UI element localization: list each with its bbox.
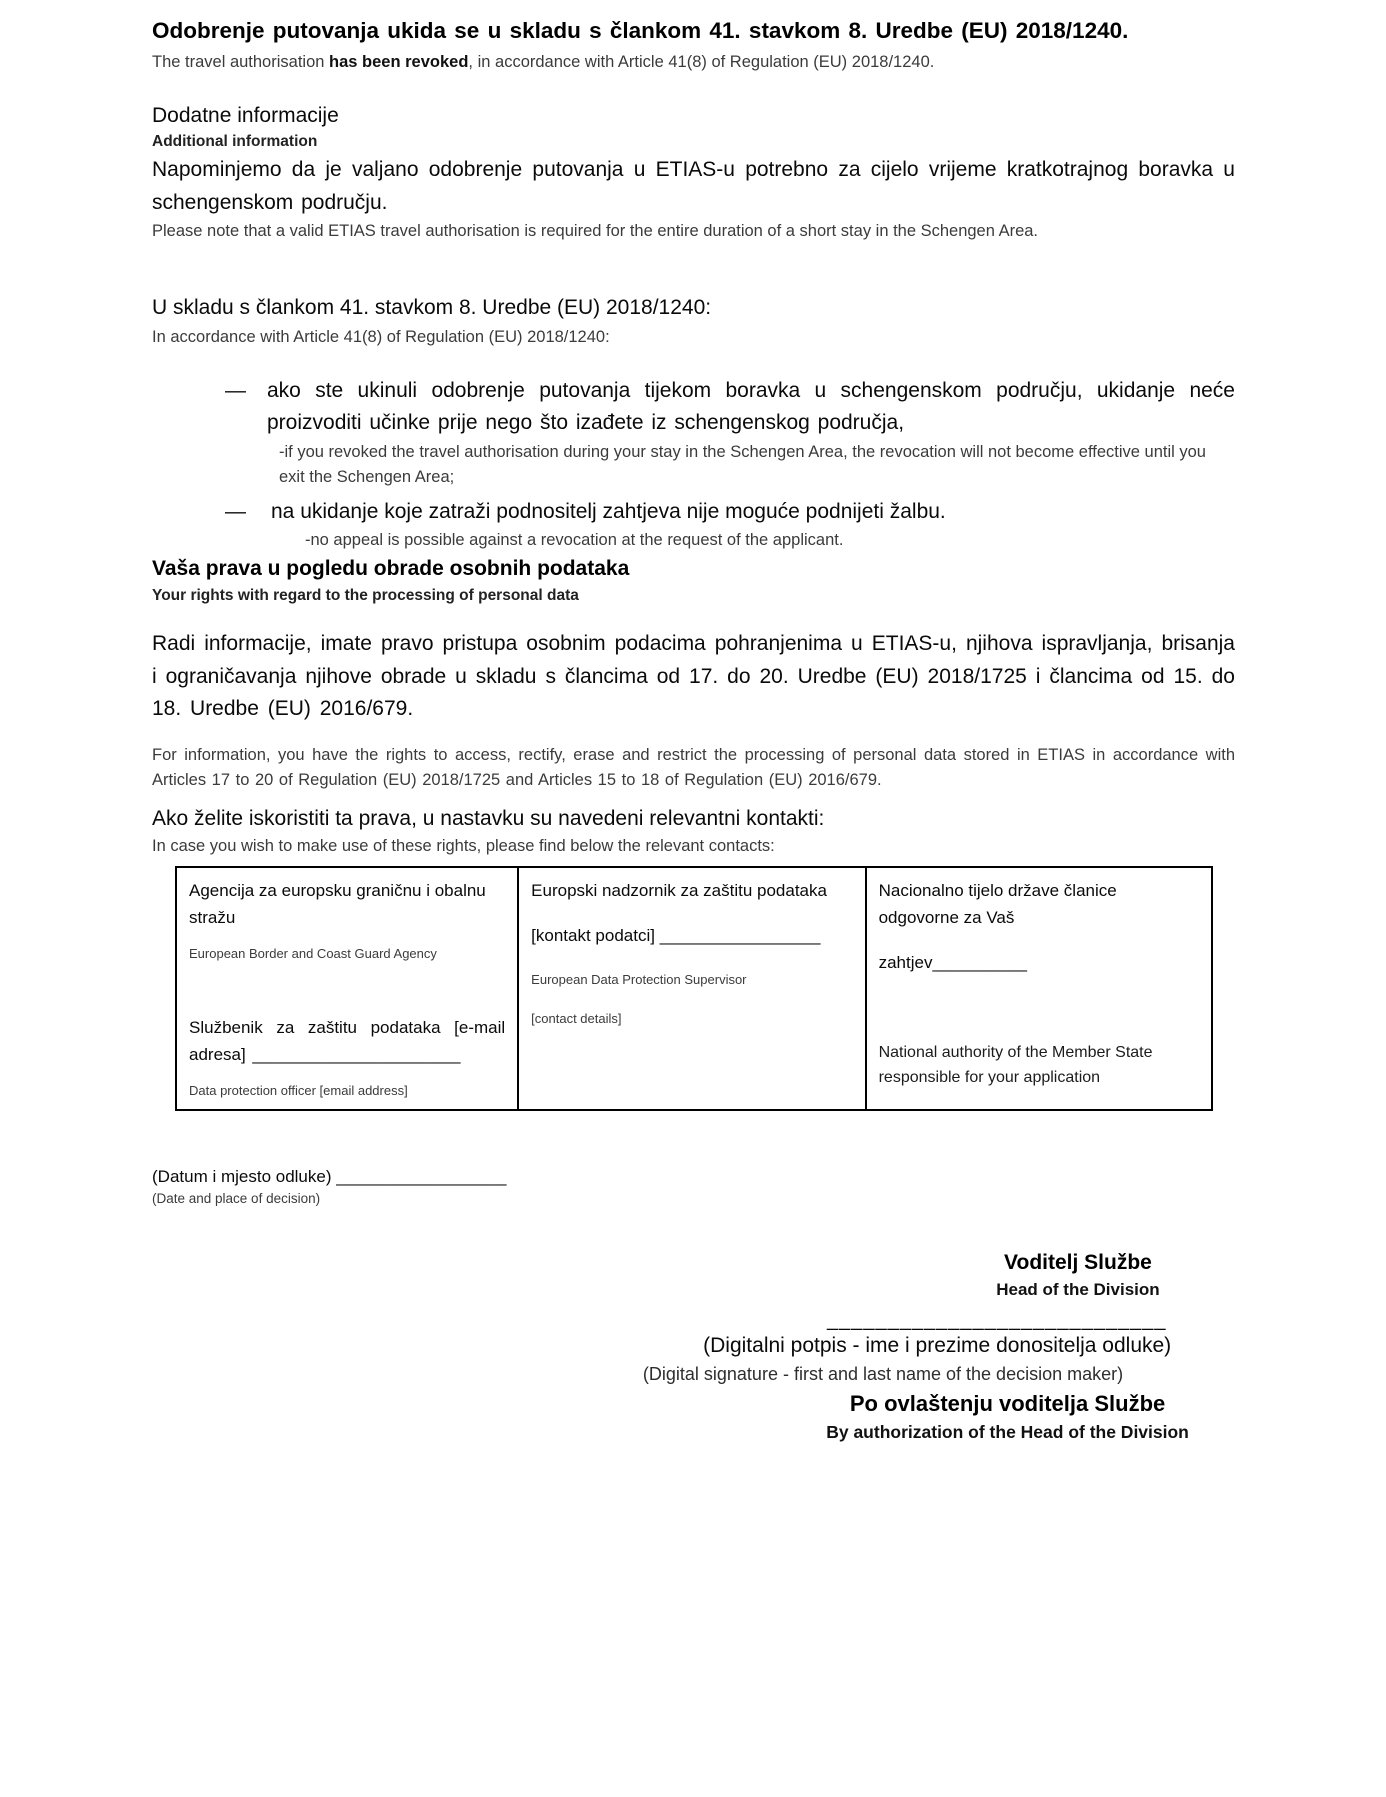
bullet-item-revocation-effect <box>225 375 1235 496</box>
contacts-intro-en: In case you wish to make use of these rights, please find below the relevant contacts: <box>152 837 775 855</box>
signature-role <box>921 1247 1235 1302</box>
rights-body-hr: Radi informacije, imate pravo pristupa osobnim podacima pohranjenima u ETIAS-u, njihova ispravljanja, brisanja i ograničavanja njihove obrade u skladu s člancima od 17. do 20. Uredbe (EU) 2018/1725 i člancima od 15. do 18. Uredbe (EU) 2016/679. <box>152 632 1235 720</box>
agency-title-en: European Border and Coast Guard Agency <box>189 946 437 961</box>
additional-info-title-en: Additional information <box>152 133 318 150</box>
edps-contact-blank-en: [contact details] <box>531 1011 622 1026</box>
date-place-label-en: (Date and place of decision) <box>152 1191 321 1206</box>
additional-info-body-en: Please note that a valid ETIAS travel authorisation is required for the entire duration of a short stay in the Schengen Area. <box>152 222 1039 240</box>
contacts-cell-edps <box>517 868 864 1109</box>
date-place-label-hr: (Datum i mjesto odluke) __________________ <box>152 1167 507 1186</box>
bullet-body <box>271 496 1235 554</box>
article-intro-hr: U skladu s člankom 41. stavkom 8. Uredbe (EU) 2018/1240: <box>152 296 712 319</box>
bullet-text-en: -no appeal is possible against a revocation at the request of the applicant. <box>305 531 844 549</box>
rights-body-en: For information, you have the rights to access, rectify, erase and restrict the processing of personal data stored in ETIAS in accordance with Articles 17 to 20 of Regulation (EU) 2018/1725 and Articles 15 to 18 of Regulation (EU) 2016/679. <box>152 745 1235 789</box>
contacts-cell-border-agency <box>177 868 517 1109</box>
rights-title-en: Your rights with regard to the processing of personal data <box>152 587 579 604</box>
contacts-cell-national-authority <box>865 868 1211 1109</box>
revocation-heading-en-prefix: The travel authorisation <box>152 53 330 71</box>
revocation-heading-en-bold: has been revoked <box>329 53 469 71</box>
bullet-dash: — <box>225 378 246 402</box>
dpo-label-en: Data protection officer [email address] <box>189 1083 408 1098</box>
national-authority-request-blank: zahtjev__________ <box>878 953 1028 972</box>
rights-title-hr: Vaša prava u pogledu obrade osobnih podataka <box>152 557 630 580</box>
signature-line-wrap <box>802 1310 1192 1330</box>
signature-authorization <box>780 1388 1235 1444</box>
additional-info-body-hr: Napominjemo da je valjano odobrenje putovanja u ETIAS-u potrebno za cijelo vrijeme kratkotrajnog boravka u schengenskom području. <box>152 158 1235 214</box>
bullet-text-hr: ako ste ukinuli odobrenje putovanja tijekom boravka u schengenskom području, ukidanje neće proizvoditi učinke prije nego što izađete iz schengenskog područja, <box>267 378 1235 434</box>
signature-digital-en-wrap <box>585 1361 1181 1388</box>
signature-digital-hr-wrap <box>639 1330 1235 1361</box>
signature-line: ____________________________ <box>827 1309 1167 1331</box>
national-authority-title-en: National authority of the Member State responsible for your application <box>878 1044 1153 1086</box>
revocation-heading-hr: Odobrenje putovanja ukida se u skladu s člankom 41. stavkom 8. Uredbe (EU) 2018/1240. <box>152 18 1129 43</box>
signature-authorization-hr: Po ovlaštenju voditelja Službe <box>849 1391 1166 1416</box>
dpo-label-hr: Službenik za zaštitu podataka [e-mail adresa] ______________________ <box>189 1018 506 1064</box>
contacts-intro-hr: Ako želite iskoristiti ta prava, u nastavku su navedeni relevantni kontakti: <box>152 806 825 830</box>
signature-role-hr: Voditelj Službe <box>1004 1251 1152 1274</box>
signature-authorization-en: By authorization of the Head of the Division <box>826 1422 1189 1442</box>
edps-contact-blank-hr: [kontakt podatci] _________________ <box>531 926 821 945</box>
revocation-heading-en <box>152 50 1235 75</box>
national-authority-title-hr: Nacionalno tijelo države članice odgovorne za Vaš <box>878 881 1117 927</box>
bullet-dash: — <box>225 499 246 523</box>
contacts-table <box>175 866 1213 1111</box>
bullet-item-no-appeal <box>225 496 1235 554</box>
bullet-text-hr: na ukidanje koje zatraži podnositelj zahtjeva nije moguće podnijeti žalbu. <box>271 499 946 523</box>
signature-digital-hr: (Digitalni potpis - ime i prezime donositelja odluke) <box>703 1334 1172 1357</box>
additional-info-title-hr: Dodatne informacije <box>152 104 339 127</box>
edps-title-en: European Data Protection Supervisor <box>531 972 747 987</box>
signature-section <box>152 1247 1235 1444</box>
edps-title-hr: Europski nadzornik za zaštitu podataka <box>531 881 827 900</box>
article-intro-en: In accordance with Article 41(8) of Regulation (EU) 2018/1240: <box>152 327 610 346</box>
bullet-body <box>267 375 1235 496</box>
revocation-heading-en-suffix: , in accordance with Article 41(8) of Regulation (EU) 2018/1240. <box>468 53 935 71</box>
article-bullet-list <box>152 375 1235 554</box>
signature-digital-en: (Digital signature - first and last name of the decision maker) <box>642 1364 1124 1384</box>
bullet-text-en: -if you revoked the travel authorisation during your stay in the Schengen Area, the revocation will not become effective until you exit the Schengen Area; <box>279 442 1206 486</box>
agency-title-hr: Agencija za europsku graničnu i obalnu stražu <box>189 881 486 927</box>
signature-role-en: Head of the Division <box>996 1280 1160 1299</box>
